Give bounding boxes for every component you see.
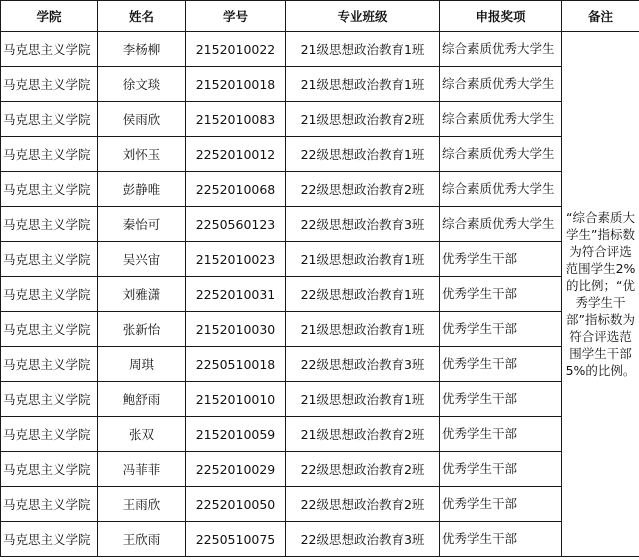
table-row xyxy=(1,67,639,102)
table-row xyxy=(1,102,639,137)
cell-name: 张双 xyxy=(98,417,186,452)
cell-student-id: 2252010068 xyxy=(186,172,286,207)
cell-student-id: 2252010050 xyxy=(186,487,286,522)
cell-class: 21级思想政治教育2班 xyxy=(286,417,440,452)
cell-student-id: 2250510075 xyxy=(186,522,286,557)
header-award: 申报奖项 xyxy=(440,1,562,32)
cell-class: 22级思想政治教育3班 xyxy=(286,207,440,242)
cell-name: 秦怡可 xyxy=(98,207,186,242)
cell-award: 综合素质优秀大学生 xyxy=(440,137,562,172)
table-row xyxy=(1,382,639,417)
cell-award: 优秀学生干部 xyxy=(440,487,562,522)
cell-name: 吴兴宙 xyxy=(98,242,186,277)
cell-award: 优秀学生干部 xyxy=(440,382,562,417)
cell-college: 马克思主义学院 xyxy=(1,242,98,277)
cell-class: 21级思想政治教育2班 xyxy=(286,102,440,137)
cell-name: 刘雅潇 xyxy=(98,277,186,312)
cell-class: 22级思想政治教育3班 xyxy=(286,522,440,557)
cell-student-id: 2152010059 xyxy=(186,417,286,452)
table-row xyxy=(1,172,639,207)
cell-student-id: 2250510018 xyxy=(186,347,286,382)
cell-student-id: 2152010010 xyxy=(186,382,286,417)
cell-class: 21级思想政治教育1班 xyxy=(286,32,440,67)
cell-student-id: 2152010018 xyxy=(186,67,286,102)
cell-college: 马克思主义学院 xyxy=(1,522,98,557)
cell-class: 22级思想政治教育1班 xyxy=(286,277,440,312)
cell-class: 21级思想政治教育1班 xyxy=(286,67,440,102)
table-row xyxy=(1,137,639,172)
cell-college: 马克思主义学院 xyxy=(1,102,98,137)
cell-college: 马克思主义学院 xyxy=(1,277,98,312)
cell-name: 徐文琰 xyxy=(98,67,186,102)
cell-student-id: 2252010031 xyxy=(186,277,286,312)
cell-student-id: 2152010083 xyxy=(186,102,286,137)
cell-award: 优秀学生干部 xyxy=(440,522,562,557)
cell-award: 综合素质优秀大学生 xyxy=(440,102,562,137)
cell-college: 马克思主义学院 xyxy=(1,312,98,347)
table-row xyxy=(1,312,639,347)
cell-class: 22级思想政治教育2班 xyxy=(286,172,440,207)
cell-name: 侯雨欣 xyxy=(98,102,186,137)
cell-student-id: 2252010029 xyxy=(186,452,286,487)
table-row xyxy=(1,522,639,557)
table-body xyxy=(1,32,639,557)
cell-college: 马克思主义学院 xyxy=(1,207,98,242)
cell-class: 22级思想政治教育3班 xyxy=(286,347,440,382)
cell-college: 马克思主义学院 xyxy=(1,347,98,382)
cell-name: 张新怡 xyxy=(98,312,186,347)
cell-award: 综合素质优秀大学生 xyxy=(440,32,562,67)
cell-student-id: 2152010022 xyxy=(186,32,286,67)
note-cell: “综合素质大学生”指标数为符合评选范围学生2%的比例；“优秀学生干部”指标数为符合评选范围学生干部5%的比例。 xyxy=(562,32,639,557)
cell-class: 21级思想政治教育1班 xyxy=(286,312,440,347)
cell-name: 刘怀玉 xyxy=(98,137,186,172)
cell-class: 21级思想政治教育1班 xyxy=(286,382,440,417)
cell-college: 马克思主义学院 xyxy=(1,172,98,207)
table-row xyxy=(1,452,639,487)
cell-class: 22级思想政治教育2班 xyxy=(286,452,440,487)
cell-class: 22级思想政治教育2班 xyxy=(286,487,440,522)
cell-award: 优秀学生干部 xyxy=(440,452,562,487)
cell-student-id: 2250560123 xyxy=(186,207,286,242)
cell-award: 优秀学生干部 xyxy=(440,347,562,382)
cell-college: 马克思主义学院 xyxy=(1,67,98,102)
header-college: 学院 xyxy=(1,1,98,32)
cell-name: 周琪 xyxy=(98,347,186,382)
cell-name: 冯菲菲 xyxy=(98,452,186,487)
header-note: 备注 xyxy=(562,1,639,32)
cell-award: 优秀学生干部 xyxy=(440,417,562,452)
table-row xyxy=(1,487,639,522)
cell-student-id: 2152010023 xyxy=(186,242,286,277)
cell-award: 优秀学生干部 xyxy=(440,312,562,347)
cell-college: 马克思主义学院 xyxy=(1,382,98,417)
cell-name: 李杨柳 xyxy=(98,32,186,67)
cell-award: 综合素质优秀大学生 xyxy=(440,207,562,242)
table-row xyxy=(1,417,639,452)
cell-award: 优秀学生干部 xyxy=(440,242,562,277)
cell-class: 22级思想政治教育1班 xyxy=(286,137,440,172)
table-row xyxy=(1,207,639,242)
cell-student-id: 2152010030 xyxy=(186,312,286,347)
cell-college: 马克思主义学院 xyxy=(1,452,98,487)
cell-college: 马克思主义学院 xyxy=(1,137,98,172)
cell-name: 王雨欣 xyxy=(98,487,186,522)
cell-name: 彭静唯 xyxy=(98,172,186,207)
cell-name: 王欣雨 xyxy=(98,522,186,557)
table-row xyxy=(1,277,639,312)
cell-college: 马克思主义学院 xyxy=(1,417,98,452)
cell-student-id: 2252010012 xyxy=(186,137,286,172)
table-row xyxy=(1,32,639,67)
table-row xyxy=(1,242,639,277)
cell-award: 综合素质优秀大学生 xyxy=(440,67,562,102)
header-student-id: 学号 xyxy=(186,1,286,32)
header-name: 姓名 xyxy=(98,1,186,32)
cell-name: 鲍舒雨 xyxy=(98,382,186,417)
header-class: 专业班级 xyxy=(286,1,440,32)
table-row xyxy=(1,347,639,382)
cell-award: 优秀学生干部 xyxy=(440,277,562,312)
cell-award: 综合素质优秀大学生 xyxy=(440,172,562,207)
header-row xyxy=(1,1,639,32)
cell-class: 21级思想政治教育1班 xyxy=(286,242,440,277)
cell-college: 马克思主义学院 xyxy=(1,487,98,522)
cell-college: 马克思主义学院 xyxy=(1,32,98,67)
